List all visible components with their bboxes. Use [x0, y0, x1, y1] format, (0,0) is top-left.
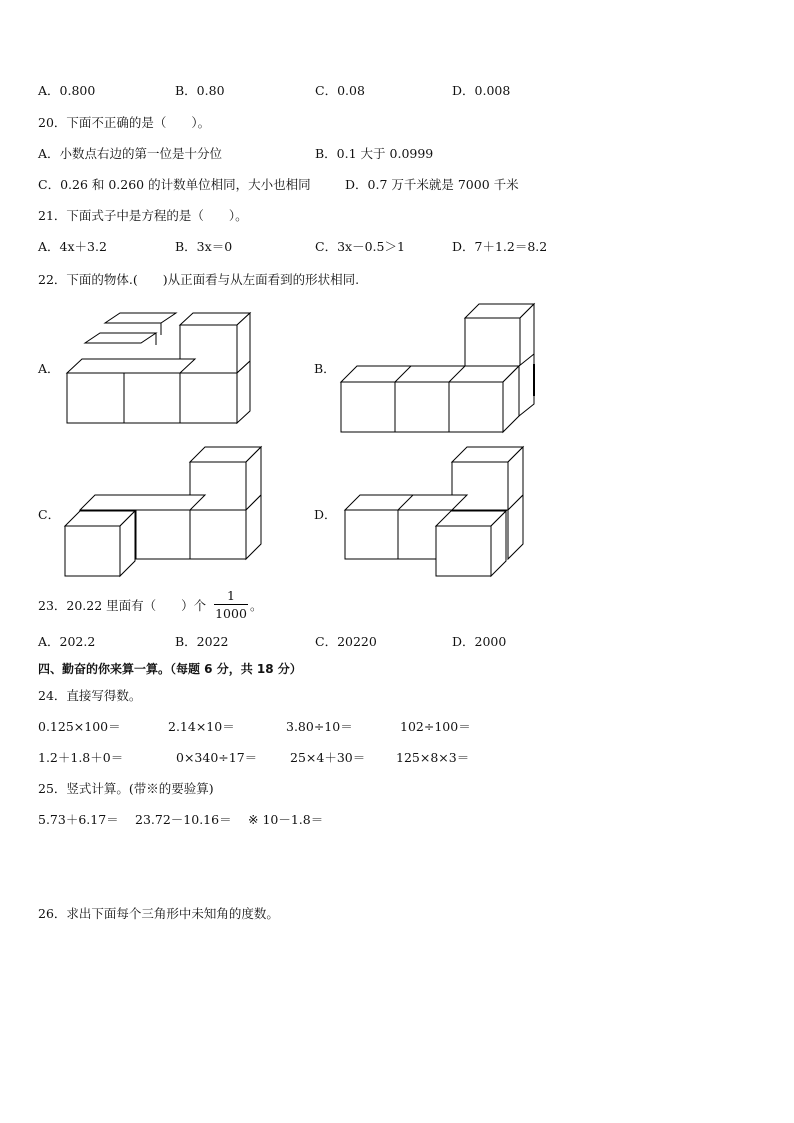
q19-option-d: D．0.008: [452, 83, 511, 98]
q25-item: 23.72－10.16＝: [135, 812, 232, 827]
q23-stem-after: 。: [250, 598, 263, 613]
q20-option-b: B．0.1 大于 0.0999: [315, 146, 434, 161]
q24-stem: 24．直接写得数。: [38, 688, 142, 703]
q20-stem: 20．下面不正确的是（ ）。: [38, 115, 211, 130]
q23-stem: [38, 598, 206, 614]
q24-item: 2.14×10＝: [168, 719, 235, 734]
q23-fraction-numerator: 1: [227, 588, 235, 603]
figure-a-label: A．: [38, 361, 60, 376]
figure-d-label: D．: [314, 507, 337, 522]
q23-option-b: B．2022: [175, 634, 229, 649]
q20-option-c: C．0.26 和 0.260 的计数单位相同，大小也相同: [38, 177, 311, 192]
q24-item: 25×4＋30＝: [290, 750, 366, 765]
q24-item: 3.80÷10＝: [286, 719, 353, 734]
q21-option-a: A．4x＋3.2: [38, 239, 107, 254]
q24-item: 0.125×100＝: [38, 719, 121, 734]
q23-fraction-bar: [214, 604, 248, 605]
q25-item: 5.73＋6.17＝: [38, 812, 119, 827]
q24-item: 0×340÷17＝: [176, 750, 258, 765]
q21-option-c: C．3x－0.5＞1: [315, 239, 405, 254]
cube-figure-a: [60, 305, 260, 434]
q24-item: 102÷100＝: [400, 719, 471, 734]
q25-stem: 25．竖式计算。(带※的要验算): [38, 781, 214, 796]
q23-option-c: C．20220: [315, 634, 377, 649]
q19-option-b: B．0.80: [175, 83, 225, 98]
q24-item: 125×8×3＝: [396, 750, 470, 765]
q26-stem: 26．求出下面每个三角形中未知角的度数。: [38, 906, 279, 921]
q19-option-a: A．0.800: [38, 83, 96, 98]
cube-figure-b: [338, 300, 548, 439]
q23-fraction-denominator: 1000: [215, 606, 247, 621]
q23-option-a: A．202.2: [38, 634, 96, 649]
q21-option-d: D．7＋1.2＝8.2: [452, 239, 548, 254]
q25-item: ※ 10－1.8＝: [248, 812, 324, 827]
figure-c-label: C．: [38, 507, 61, 522]
q23-fraction: [214, 588, 248, 621]
q23-option-d: D．2000: [452, 634, 507, 649]
q20-option-a: A．小数点右边的第一位是十分位: [38, 146, 223, 161]
q22-stem: 22．下面的物体.( )从正面看与从左面看到的形状相同.: [38, 272, 360, 287]
cube-figure-d: [342, 444, 532, 583]
q23-stem-before: 23．20.22 里面有（ ）个: [38, 598, 207, 613]
q24-item: 1.2＋1.8＋0＝: [38, 750, 124, 765]
q21-option-b: B．3x＝0: [175, 239, 233, 254]
q19-option-c: C．0.08: [315, 83, 365, 98]
q21-stem: 21．下面式子中是方程的是（ ）。: [38, 208, 248, 223]
q20-option-d: D．0.7 万千米就是 7000 千米: [345, 177, 519, 192]
figure-b-label: B．: [314, 361, 336, 376]
cube-figure-c: [62, 444, 272, 583]
section-four-heading: 四、勤奋的你来算一算。（每题 6 分，共 18 分）: [38, 662, 302, 676]
